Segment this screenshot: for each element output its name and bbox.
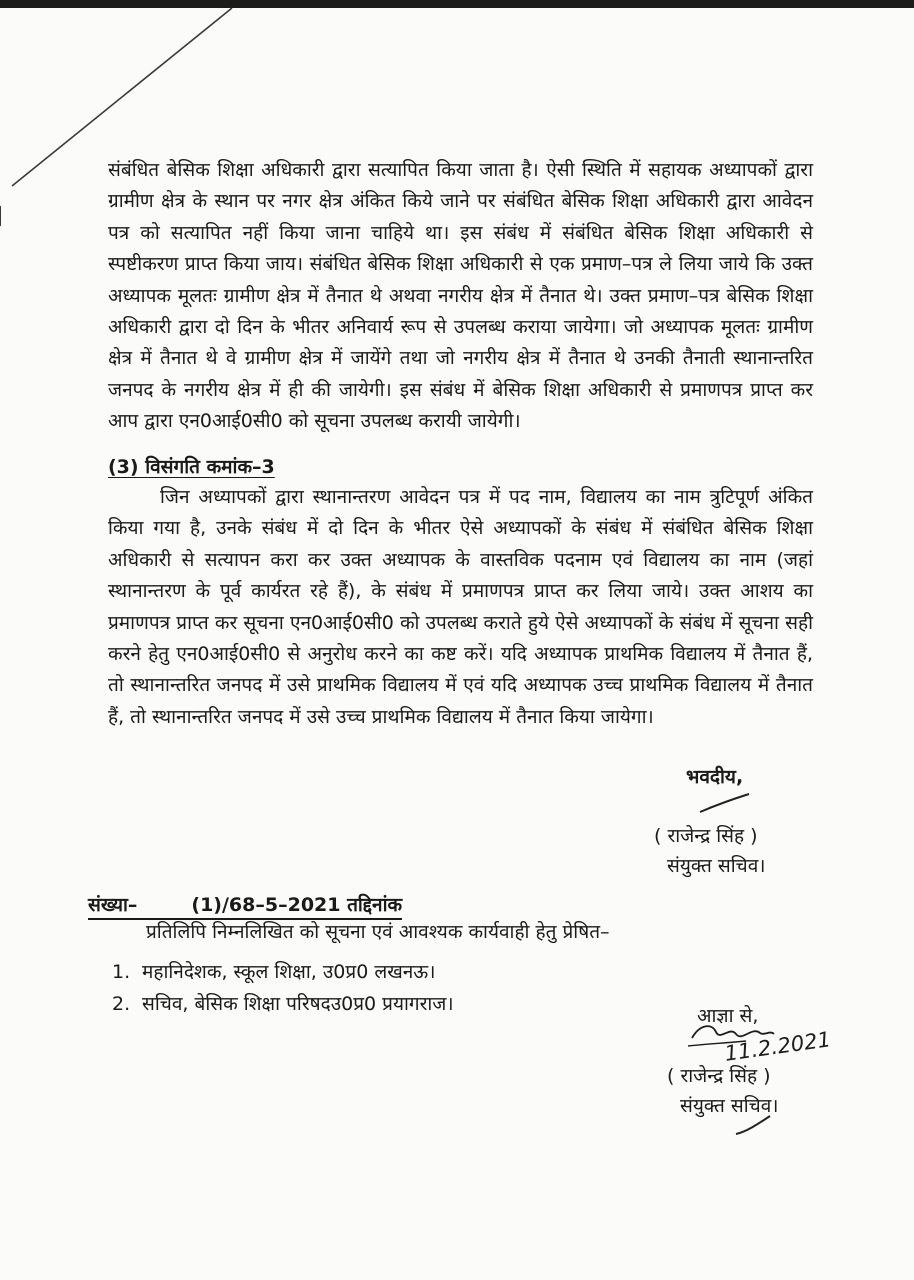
reference-label: संख्या– (88, 894, 138, 916)
section-heading-discrepancy-3: (3) विसंगति कमांक–3 (108, 456, 275, 478)
tick-mark-bottom (736, 1116, 770, 1134)
list-item-text: महानिदेशक, स्कूल शिक्षा, उ0प्र0 लखनऊ। (142, 961, 436, 983)
endorsement-signatory-title: संयुक्त सचिव। (680, 1095, 779, 1117)
copy-forwarding-intro: प्रतिलिपि निम्नलिखित को सूचना एवं आवश्यक कार्यवाही हेतु प्रेषित– (146, 921, 610, 943)
list-item-number: 1. (112, 961, 131, 983)
list-item-text: सचिव, बेसिक शिक्षा परिषदउ0प्र0 प्रयागराज। (142, 993, 454, 1015)
reference-number: (1)/68–5–2021 तद्दिनांक (191, 894, 403, 916)
list-item-number: 2. (112, 993, 131, 1015)
paragraph-verification: संबंधित बेसिक शिक्षा अधिकारी द्वारा सत्यापित किया जाता है। ऐसी स्थिति में सहायक अध्यापकों द्वारा ग्रामीण क्षेत्र के स्थान पर नगर क्षेत्र अंकित किये जाने पर संबंधित बेसिक शिक्षा अधिकारी द्वारा आवेदन पत्र को सत्यापित नहीं किया जाना चाहिये था। इस संबंध में संबंधित बेसिक शिक्षा अधिकारी से स्पष्टीकरण प्राप्त किया जाय। संबंधित बेसिक शिक्षा अधिकारी से एक प्रमाण–पत्र ले लिया जाये कि उक्त अध्यापक मूलतः ग्रामीण क्षेत्र में तैनात थे अथवा नगरीय क्षेत्र में तैनात थे। उक्त प्रमाण–पत्र बेसिक शिक्षा अधिकारी द्वारा दो दिन के भीतर अनिवार्य रूप से उपलब्ध कराया जायेगा। जो अध्यापक मूलतः ग्रामीण क्षेत्र में तैनात थे वे ग्रामीण क्षेत्र में जायेंगे तथा जो नगरीय क्षेत्र में तैनात थे उनकी तैनाती स्थानान्तरित जनपद के नगरीय क्षेत्र में ही की जायेगी। इस संबंध में बेसिक शिक्षा अधिकारी से प्रमाणपत्र प्राप्त कर आप द्वारा एन0आई0सी0 को सूचना उपलब्ध करायी जायेगी। (108, 159, 813, 433)
by-order-label: आज्ञा से, (697, 1005, 759, 1027)
paragraph-designation-correction: जिन अध्यापकों द्वारा स्थानान्तरण आवेदन पत्र में पद नाम, विद्यालय का नाम त्रुटिपूर्ण अंकित किया गया है, उनके संबंध में दो दिन के भीतर ऐसे अध्यापकों के संबंध में संबंधित बेसिक शिक्षा अधिकारी से सत्यापन करा कर उक्त अध्यापक के वास्तविक पदनाम एवं विद्यालय का नाम (जहां स्थानान्तरण के पूर्व कार्यरत रहे हैं), के संबंध में प्रमाणपत्र प्राप्त कर लिया जाये। उक्त आशय का प्रमाणपत्र प्राप्त कर सूचना एन0आई0सी0 को उपलब्ध कराते हुये ऐसे अध्यापकों के संबंध में सूचना सही करने हेतु एन0आई0सी0 से अनुरोध करने का कष्ट करें। यदि अध्यापक प्राथमिक विद्यालय में तैनात हैं, तो स्थानान्तरित जनपद में उसे प्राथमिक विद्यालय में एवं यदि अध्यापक उच्च प्राथमिक विद्यालय में तैनात हैं, तो स्थानान्तरित जनपद में उसे उच्च प्राथमिक विद्यालय में तैनात किया जायेगा। (108, 486, 813, 728)
endorsement-signatory-name: ( राजेन्द्र सिंह ) (667, 1065, 771, 1087)
signatory-title: संयुक्त सचिव। (667, 855, 766, 877)
closing-salutation: भवदीय, (686, 766, 744, 788)
signature-stroke-top (700, 794, 749, 812)
signatory-name: ( राजेन्द्र सिंह ) (654, 825, 758, 847)
handwritten-date: 11.2.2021 (723, 1027, 833, 1066)
